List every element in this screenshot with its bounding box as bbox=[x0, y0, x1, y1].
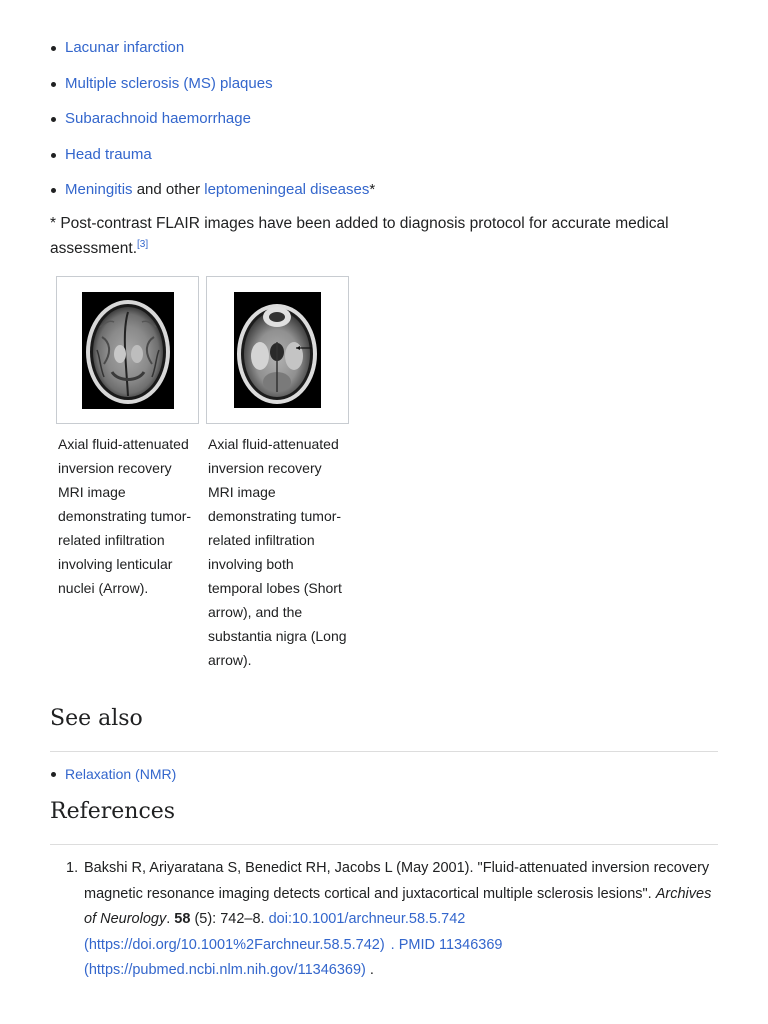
leptomeningeal-diseases-link[interactable]: leptomeningeal diseases bbox=[204, 181, 370, 198]
journal-name: Archives of Neurology bbox=[84, 885, 712, 927]
doi-link[interactable]: :10.1001/archneur.58.5.742 (https://doi.org/10.1001%2Farchneur.58.5.742) bbox=[84, 911, 466, 953]
mri-image[interactable] bbox=[82, 292, 174, 409]
reference-item bbox=[66, 856, 716, 984]
subarachnoid-haemorrhage-link[interactable]: Subarachnoid haemorrhage bbox=[65, 110, 251, 127]
gallery-caption: Axial fluid-attenuated inversion recovery MRI image demonstrating tumor-related infiltration involving both temporal lobes (Short arrow), and the substantia nigra (Long arrow). bbox=[208, 436, 347, 668]
see-also-list bbox=[50, 762, 176, 786]
volume: 58 bbox=[174, 911, 191, 927]
doi-label-link[interactable]: doi bbox=[268, 911, 288, 927]
see-also-heading: See also bbox=[50, 706, 143, 731]
mri-scan-graphic bbox=[234, 292, 321, 408]
head-trauma-link[interactable]: Head trauma bbox=[65, 145, 152, 163]
mri-image[interactable] bbox=[234, 292, 321, 408]
references-heading: References bbox=[50, 799, 176, 824]
conditions-list bbox=[50, 36, 375, 214]
list-item bbox=[50, 72, 375, 108]
list-item bbox=[50, 107, 375, 143]
reference-number: 1. bbox=[66, 860, 79, 876]
pmid-link[interactable]: . PMID 11346369 (https://pubmed.ncbi.nlm.nih.gov/11346369) bbox=[84, 936, 503, 978]
list-item bbox=[50, 762, 176, 786]
list-item bbox=[50, 143, 375, 179]
gallery-box[interactable] bbox=[206, 276, 349, 424]
citation-link[interactable]: [3] bbox=[137, 239, 149, 250]
lacunar-infarction-link[interactable]: Lacunar infarction bbox=[65, 39, 185, 56]
list-item bbox=[50, 178, 375, 214]
footnote-paragraph bbox=[50, 211, 690, 261]
reference-end: . bbox=[365, 962, 374, 978]
mri-scan-graphic bbox=[82, 292, 174, 409]
footnote-text: * Post-contrast FLAIR images have been added to diagnosis protocol for accurate medical assessment. bbox=[50, 215, 669, 257]
divider bbox=[50, 751, 718, 752]
separator: . bbox=[166, 911, 175, 927]
gallery-caption: Axial fluid-attenuated inversion recovery MRI image demonstrating tumor-related infiltration involving lenticular nuclei (Arrow). bbox=[58, 436, 192, 596]
reference-authors-title: Bakshi R, Ariyaratana S, Benedict RH, Jacobs L (May 2001). "Fluid-attenuated inversion recovery magnetic resonance imaging detects cortical and juxtacortical multiple sclerosis lesions". bbox=[84, 860, 710, 902]
list-text: and other bbox=[132, 181, 205, 198]
reference-body bbox=[84, 856, 716, 984]
list-item bbox=[50, 36, 375, 72]
gallery-box[interactable] bbox=[56, 276, 199, 424]
divider bbox=[50, 844, 718, 845]
pages: (5): 742–8. bbox=[190, 911, 269, 927]
relaxation-nmr-link[interactable]: Relaxation (NMR) bbox=[65, 766, 177, 782]
meningitis-link[interactable]: Meningitis bbox=[65, 181, 133, 198]
asterisk: * bbox=[369, 181, 376, 198]
multiple-sclerosis-link[interactable]: Multiple sclerosis (MS) plaques bbox=[65, 74, 273, 92]
